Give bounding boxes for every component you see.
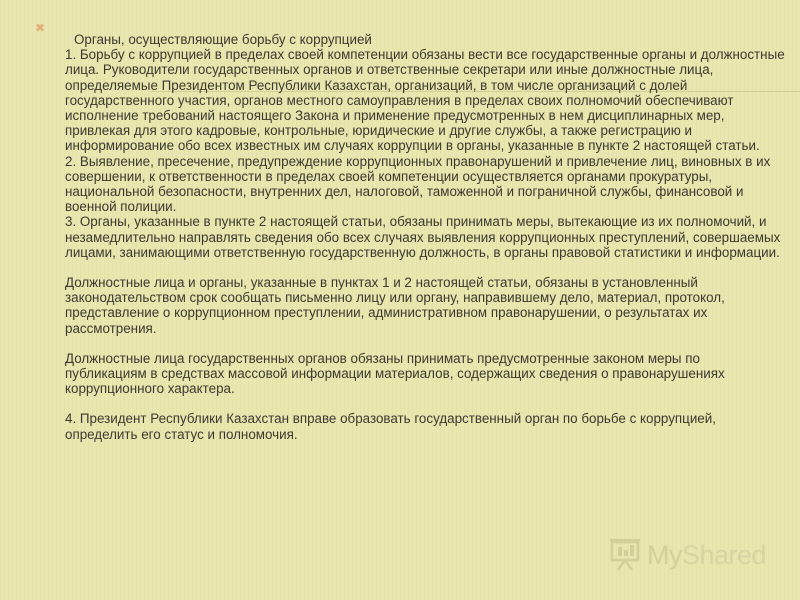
presentation-board-icon: [609, 538, 641, 572]
slide-title: Органы, осуществляющие борьбу с коррупцией: [74, 32, 372, 47]
watermark-text: MyShared: [647, 539, 767, 570]
spacer: [65, 260, 785, 275]
paragraph-1: 1. Борьбу с коррупцией в пределах своей компетенции обязаны вести все государственные органы и должностные лица. Руководители государственных органов и ответственные секретари или иные должностные лица, определяемые Президентом Республики Казахстан, организаций, в том числе организаций с долей государственного участия, органов местного самоуправления в пределах своих полномочий обеспечивают исполнение требований настоящего Закона и применение предусмотренных в нем дисциплинарных мер, привлекая для этого кадровые, контрольные, юридические и другие службы, а также регистрацию и информирование обо всех известных им случаях коррупции в органы, указанные в пункте 2 настоящей статьи.: [65, 47, 785, 154]
paragraph-4: Должностные лица и органы, указанные в пунктах 1 и 2 настоящей статьи, обязаны в установленный законодательством срок сообщать письменно лицу или органу, направившему дело, материал, протокол, представление о коррупционном преступлении, административном правонарушении, о результатах их рассмотрения.: [65, 275, 725, 336]
slide-content: [65, 32, 785, 442]
bullet-cross-icon: ✖: [34, 21, 46, 35]
paragraph-5: Должностные лица государственных органов обязаны принимать предусмотренные законом меры по публикациям в средствах массовой информации материалов, содержащих сведения о правонарушениях коррупционного характера.: [65, 350, 725, 397]
spacer: [65, 336, 785, 351]
myshared-watermark: [609, 535, 766, 575]
paragraph-2: 2. Выявление, пресечение, предупреждение коррупционных правонарушений и привлечение лиц, виновных в их совершении, к ответственности в пределах своей компетенции осуществляется органами прокуратуры, национальной безопасности, внутренних дел, налоговой, таможенной и пограничной службы, финансовой и военной полиции.: [65, 153, 771, 215]
paragraph-6: 4. Президент Республики Казахстан вправе образовать государственный орган по борьбе с коррупцией, определить его статус и полномочия.: [65, 411, 716, 442]
paragraph-3: 3. Органы, указанные в пункте 2 настоящей статьи, обязаны принимать меры, вытекающие из их полномочий, и незамедлительно направлять сведения обо всех случаях выявления коррупционных преступлений, совершаемых лицами, занимающими ответственную государственную должность, в органы правовой статистики и информации.: [65, 214, 781, 260]
spacer: [65, 396, 785, 411]
